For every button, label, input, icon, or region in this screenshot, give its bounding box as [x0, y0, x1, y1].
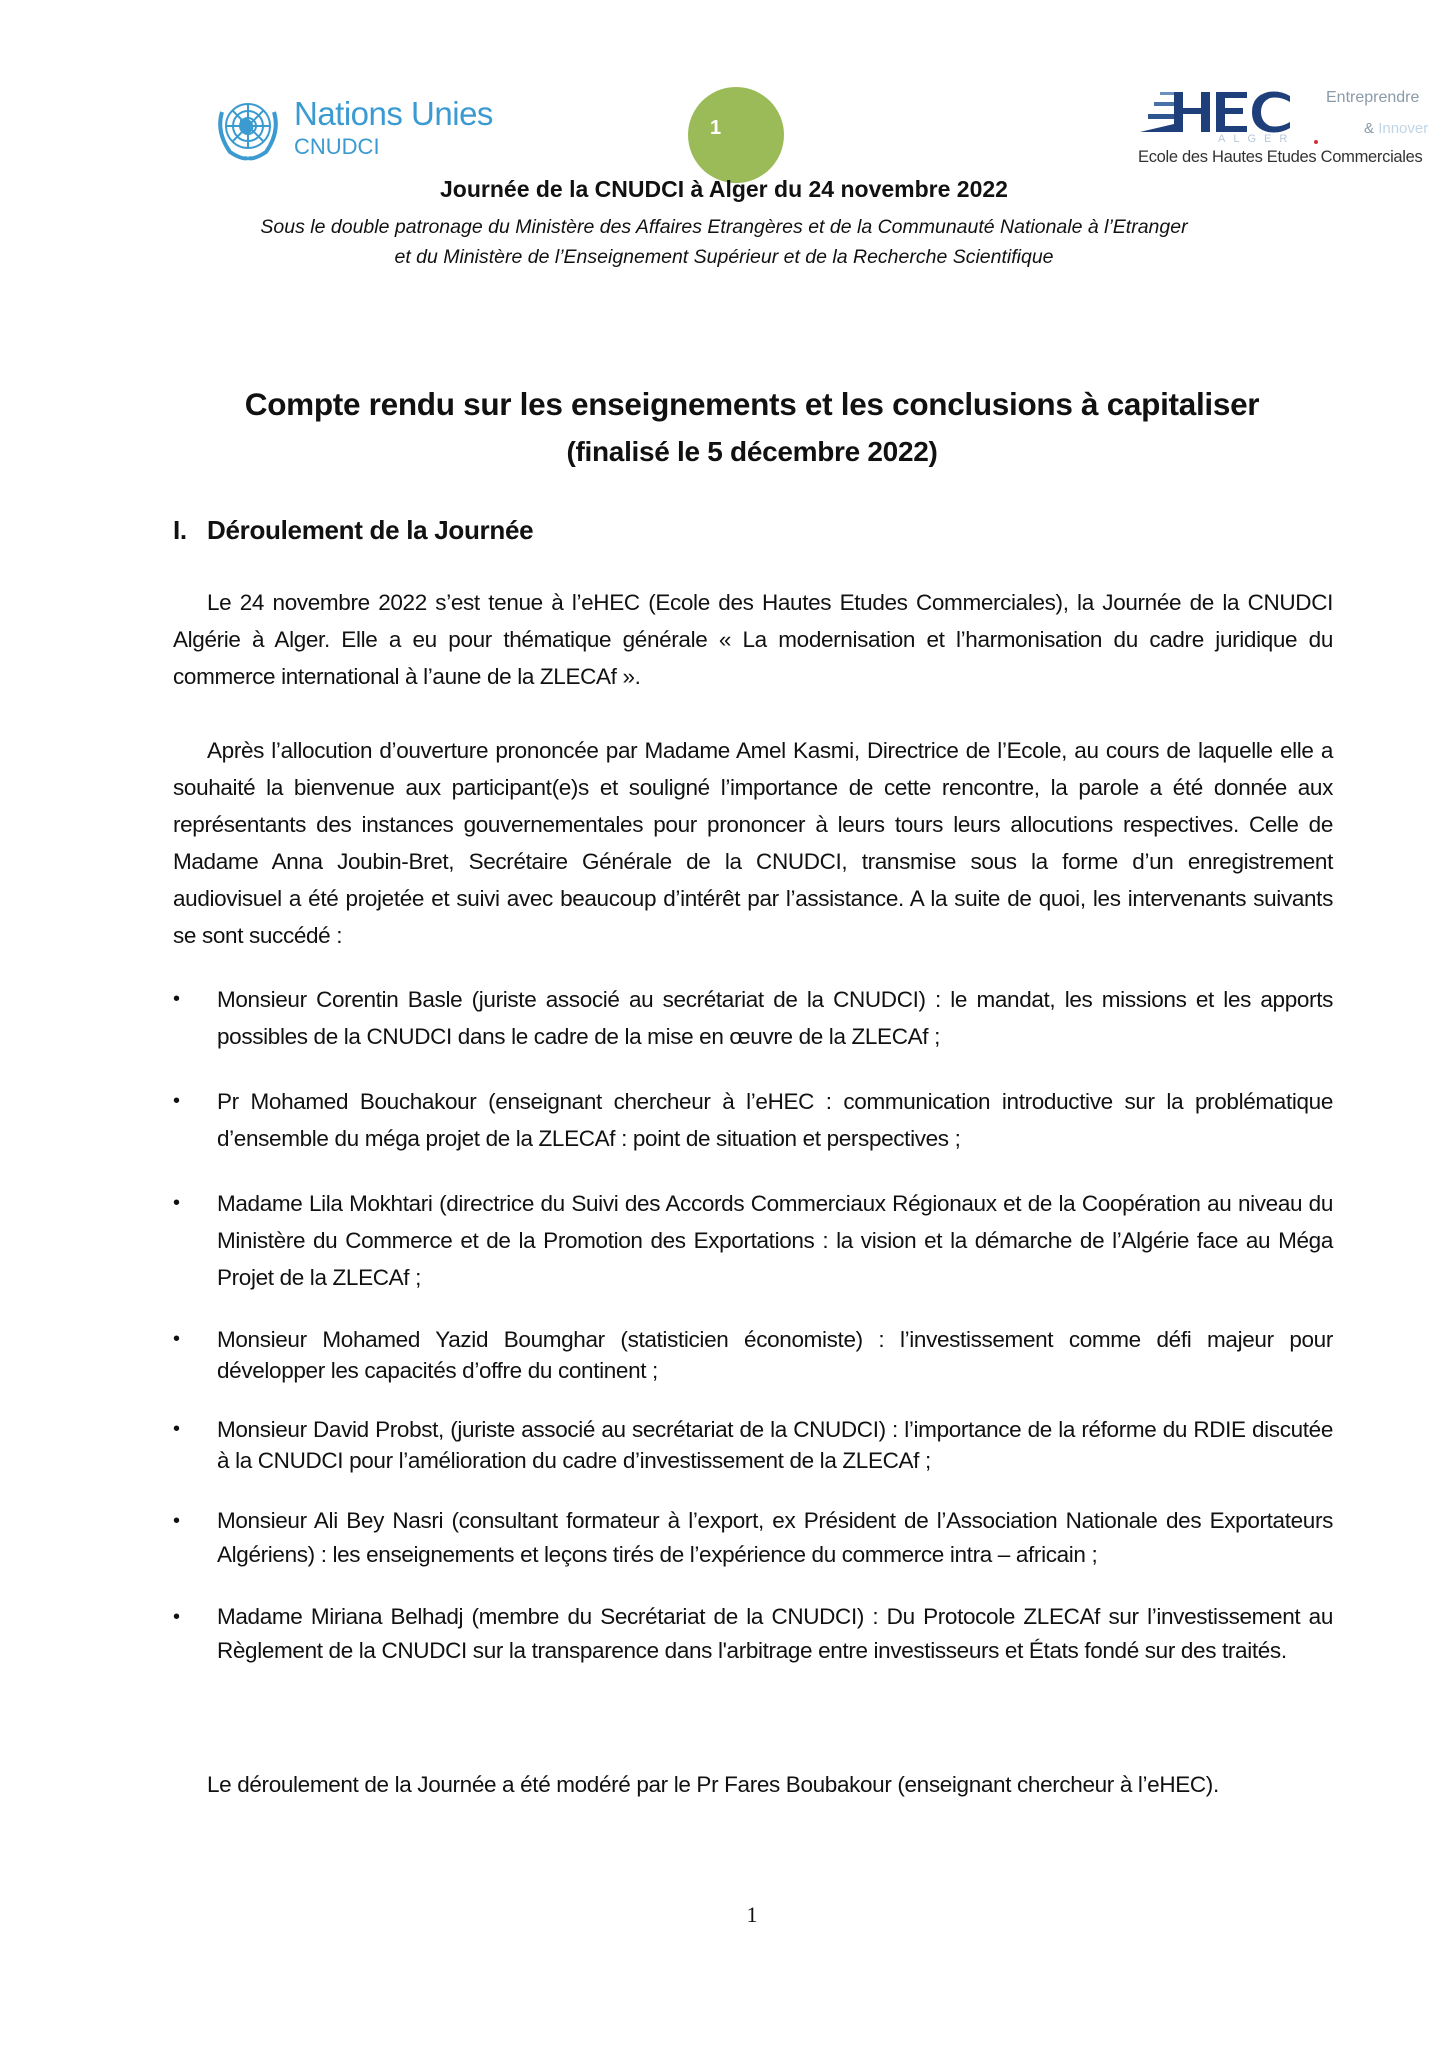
- list-item-text: Pr Mohamed Bouchakour (enseignant chercheur à l’eHEC : communication introductive sur la problématique d’ensemble du méga projet de la ZLECAf : point de situation et perspectives ;: [217, 1089, 1333, 1151]
- hec-tagline-word: Innover: [1378, 120, 1429, 137]
- patronage: [0, 212, 1448, 272]
- list-item-text: Monsieur Mohamed Yazid Boumghar (statisticien économiste) : l’investissement comme défi majeur pour développer les capacités d’offre du continent ;: [217, 1327, 1333, 1383]
- list-item: [173, 1083, 1333, 1157]
- ehec-alger-logo: [1140, 86, 1430, 170]
- hec-city: ALGER: [1218, 133, 1296, 145]
- hec-tagline-amp: &: [1364, 120, 1375, 137]
- section-heading: [173, 515, 533, 546]
- hec-red-dot: [1314, 140, 1318, 144]
- bullet-icon: •: [173, 1510, 180, 1532]
- hec-tagline-entreprendre: Entreprendre: [1326, 89, 1420, 106]
- hec-mark-icon: [1140, 88, 1315, 138]
- list-item-text: Monsieur Corentin Basle (juriste associé au secrétariat de la CNUDCI) : le mandat, les missions et les apports possibles de la CNUDCI dans le cadre de la mise en œuvre de la ZLECAf ;: [217, 987, 1333, 1049]
- page-number: 1: [746, 1902, 758, 1927]
- patronage-line-2: et du Ministère de l’Enseignement Supérieur et de la Recherche Scientifique: [394, 246, 1054, 268]
- page-badge-label: 1: [710, 116, 722, 139]
- bullet-icon: •: [173, 1192, 180, 1214]
- list-item: [173, 1414, 1333, 1476]
- un-logo-subtitle: CNUDCI: [294, 134, 380, 159]
- list-item-text: Madame Lila Mokhtari (directrice du Suivi des Accords Commerciaux Régionaux et de la Coopération au niveau du Ministère du Commerce et de la Promotion des Exportations : la vision et la démarche de l’Algérie face au Méga Projet de la ZLECAf ;: [217, 1191, 1333, 1290]
- list-item: [173, 981, 1333, 1055]
- list-item-text: Madame Miriana Belhadj (membre du Secrétariat de la CNUDCI) : Du Protocole ZLECAf sur l’investissement au Règlement de la CNUDCI sur la transparence dans l'arbitrage entre investisseurs et États fondé sur des traités.: [217, 1604, 1333, 1663]
- list-item: [173, 1600, 1333, 1668]
- paragraph-moderator: [173, 1766, 1333, 1803]
- bullet-icon: •: [173, 1606, 180, 1628]
- bullet-icon: •: [173, 1418, 180, 1440]
- page-badge: [688, 87, 784, 183]
- list-item: [173, 1185, 1333, 1296]
- bullet-icon: •: [173, 1090, 180, 1112]
- hec-tagline-innover: [1364, 120, 1428, 137]
- paragraph-text: Après l’allocution d’ouverture prononcée par Madame Amel Kasmi, Directrice de l’Ecole, au cours de laquelle elle a souhaité la bienvenue aux participant(e)s et souligné l’importance de cette rencontre, la parole a été donnée aux représentants des instances gouvernementales pour prononcer à leurs tours leurs allocutions respectives. Celle de Madame Anna Joubin-Bret, Secrétaire Générale de la CNUDCI, transmise sous la forme d’un enregistrement audiovisuel a été projetée et suivi avec beaucoup d’intérêt par l’assistance. A la suite de quoi, les intervenants suivants se sont succédé :: [173, 738, 1333, 948]
- patronage-line-1: Sous le double patronage du Ministère des Affaires Etrangères et de la Communauté Nationale à l’Etranger: [260, 216, 1188, 238]
- hec-school-name: Ecole des Hautes Etudes Commerciales: [1138, 148, 1423, 166]
- paragraph-text: Le déroulement de la Journée a été modéré par le Pr Fares Boubakour (enseignant chercheur à l’eHEC).: [207, 1772, 1219, 1797]
- document-subtitle: (finalisé le 5 décembre 2022): [566, 436, 938, 467]
- un-logo-title: Nations Unies: [294, 95, 493, 132]
- un-cnudci-logo: [212, 92, 493, 164]
- list-item: [173, 1504, 1333, 1572]
- document-title: Compte rendu sur les enseignements et les conclusions à capitaliser: [244, 386, 1260, 422]
- section-number: I.: [173, 515, 187, 545]
- list-item-text: Monsieur Ali Bey Nasri (consultant formateur à l’export, ex Président de l’Association Nationale des Exportateurs Algériens) : les enseignements et leçons tirés de l’expérience du commerce intra – africain ;: [217, 1508, 1333, 1567]
- speakers-list: [173, 981, 1333, 1668]
- event-title: Journée de la CNUDCI à Alger du 24 novembre 2022: [440, 176, 1008, 202]
- section-heading-text: Déroulement de la Journée: [207, 515, 534, 545]
- paragraph-intro: [173, 584, 1333, 695]
- un-emblem-icon: [212, 92, 284, 164]
- bullet-icon: •: [173, 1328, 180, 1350]
- list-item-text: Monsieur David Probst, (juriste associé au secrétariat de la CNUDCI) : l’importance de la réforme du RDIE discutée à la CNUDCI pour l’amélioration du cadre d’investissement de la ZLECAf ;: [217, 1417, 1333, 1473]
- paragraph-text: Le 24 novembre 2022 s’est tenue à l’eHEC (Ecole des Hautes Etudes Commerciales), la Journée de la CNUDCI Algérie à Alger. Elle a eu pour thématique générale « La modernisation et l’harmonisation du cadre juridique du commerce international à l’aune de la ZLECAf ».: [173, 590, 1333, 689]
- list-item: [173, 1324, 1333, 1386]
- bullet-icon: •: [173, 988, 180, 1010]
- paragraph-opening: [173, 732, 1333, 954]
